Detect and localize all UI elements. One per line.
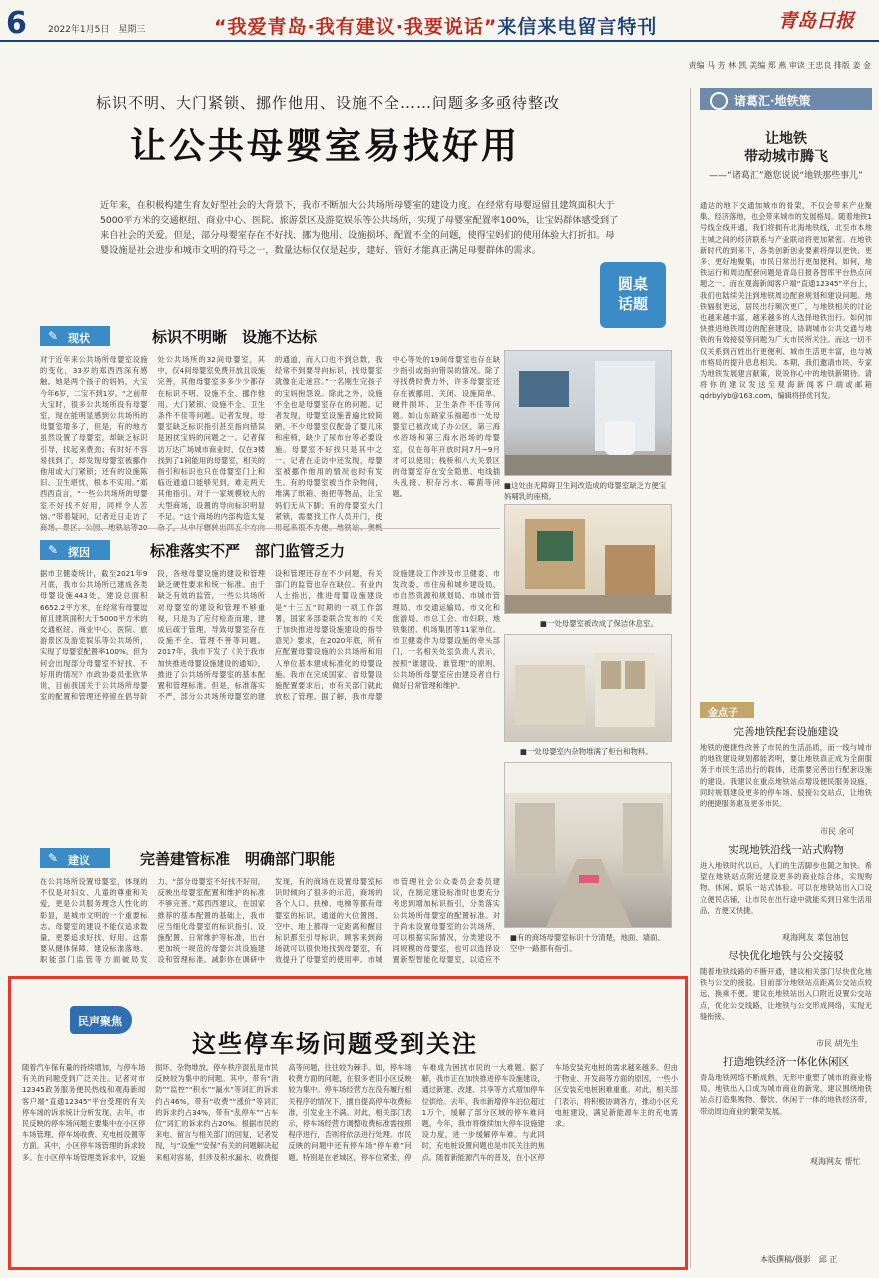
round-table-line-2: 话题 bbox=[617, 295, 648, 313]
section-tag-status: ✎ 现状 bbox=[40, 326, 110, 346]
photo-mall-signage-art bbox=[505, 763, 672, 928]
section-text-suggest: 在公共场所设置母婴室，体现的不仅是对妇女、儿童的尊重和关爱，更是公共服务理念人性化的彰显，是城市文明的一个重要标志。母婴室的建设不能仅追求数量，更要追求好找、好用。这需要从健体保障、建设标准落地、职能部门监管等方面破局发力。“部分母婴室不好找不好用，反映出母婴室配置和维护的标准不够完善。”郑西西建议，在国家推荐的基本配置的基础上，我市应当细化母婴室的标识指引、设施配置、日常维护等标准，出台更加统一规范的母婴公共设施建设和管理标准。减影你在调研中发现，有的商场在设置母婴室标识时倾向了很多的示范，商场的各个人口、扶梯、电梯等都有母婴室的标识，通道的大位置图、空中、地上都得一定距离和醒目标识都至引导标识，顾客来到商场就可以很快地找到母婴室，有效提升了母婴室的使用率。市城市管理社会公众委员会委员建议，在制定建设标准时也要充分考虑到增加标识指引，分类落实公共场所母婴室的配置标准。对于尚未设置母婴室的公共场所，可以根据实际情况，分类建设不同规模的母婴室，也可以选择设置新型智能化母婴室，以适应不 bbox=[40, 877, 500, 965]
caption-mall-signage: ■有的商场母婴室标识十分清楚，地面、墙面、空中一路都有指引。 bbox=[510, 933, 665, 953]
editor-credits: 责编 马 芳 林 凯 美编 郑 燕 审读 王忠良 排版 姜 金 bbox=[688, 61, 871, 70]
page-credit: 本版撰稿/摄影 邱 正 bbox=[760, 1255, 838, 1264]
photo-cleaning-room bbox=[504, 504, 672, 614]
special-issue-slogan: “我爱青岛·我有建议·我要说话” bbox=[214, 16, 498, 38]
bottom-headline: 这些停车场问题受到关注 bbox=[192, 1029, 478, 1058]
sidebar-article-3-head: 尽快优化地铁与公交接驳 bbox=[728, 950, 844, 962]
round-table-line-1: 圆桌 bbox=[617, 275, 648, 293]
sidebar-article-1-text: 地铁的便捷性改善了市民的生活品质，而一线与城市的地铁建设规划都能表明，要让地铁真正成为全面服务于市民生活出行的载体，还需要完善出行配套设施的建设。我建议在重点地铁站点增设便民服务设施，同时规划建设更多的停车场、驳接公交站点，让地铁的便捷服务惠及更多市民。 bbox=[700, 743, 872, 809]
sidebar-article-3-byline: 市民 胡先生 bbox=[816, 1039, 859, 1048]
caption-cleaning-room: ■一处母婴室被改成了保洁休息室。 bbox=[540, 619, 658, 628]
main-headline: 让公共母婴室易找好用 bbox=[130, 125, 521, 167]
sidebar-article-1-head: 完善地铁配套设施建设 bbox=[733, 726, 839, 738]
bottom-article-text: 随着汽车保有量的持续增加，与停车场有关的问题受到广泛关注。记者对市12345政务服务便民热线和观海新闻客户端“直通12345”平台受理的有关停车场的诉求统计分析发现，去年，市民反映的停车场问题主要集中在小区停车场管理、停车场收费、充电桩设置等方面。其中，小区停车场管理的诉求较多。在小区停车场管理类诉求中，设施损坏、杂物堆放、停车秩序混乱是市民反映较为集中的问题。其中，带有“消防”“监控”“积水”“漏水”等词汇的诉求约占46%。带有“收费”“涨价”等词汇的诉求约占34%，带有“乱停车”“占车位”词汇的诉求约占20%。根据市民的来电、留言与相关部门的回复，记者发现，与“设施”“安保”有关的问题解决起来相对容易，但涉及积水漏水、收费提高等问题，往往较为棘手。如，停车场收费方面的问题，在很多老旧小区反映较为集中。停车场经营方在没有履行相关程序的情况下，擅自提高停车收费标准，引发业主不满。对此，相关部门表示，停车场经营方调整收费标准需按照程序进行，否则将依法进行处理。市民反映的问题中还有停车场“停车难”问题。特别是在老城区，停车位紧张，停车难成为困扰市民的一大难题。据了解，我市正在加快推进停车设施建设，通过新建、改建、共享等方式增加停车位供给。去年，我市新增停车泊位超过1万个，缓解了部分区域的停车难问题。今年，我市将继续加大停车设施建设力度，进一步缓解停车难。与此同时，充电桩设置问题也是市民关注的焦点。随着新能源汽车的普及，在小区停车场安装充电桩的需求越来越多。但由于物业、开发商等方面的原因，一些小区安装充电桩困难重重。对此，相关部门表示，将积极协调各方，推动小区充电桩建设，满足新能源车主的充电需求。 bbox=[22, 1063, 678, 1162]
sidebar-article-2-text: 进入地铁时代以后，人们的生活脚步也随之加快。希望在地铁站点附近建设更多的商业综合体，实现购物、休闲、娱乐一站式体验。可以在地铁站出入口设立便民店铺，让市民在出行途中就能买到日常生活用品，方便又快捷。 bbox=[700, 861, 872, 915]
newspaper-logo: 青岛日报 bbox=[778, 10, 855, 32]
public-voice-tag: 民声聚焦 bbox=[70, 1006, 132, 1034]
page-number: 6 bbox=[6, 6, 27, 41]
section-tag-explore: ✎ 探因 bbox=[40, 540, 110, 560]
sidebar-divider bbox=[690, 88, 691, 1268]
round-table-badge bbox=[600, 262, 666, 328]
sidebar-title-line-1: 让地铁 bbox=[765, 131, 807, 147]
sidebar-title bbox=[700, 130, 872, 166]
caption-cluttered-room: ■一处母婴室内杂物堆满了柜台和物料。 bbox=[520, 747, 653, 756]
section-head-explore: 标准落实不严 部门监管乏力 bbox=[150, 542, 346, 560]
sidebar-article-2-head: 实现地铁沿线一站式购物 bbox=[728, 844, 844, 856]
photo-mall-signage bbox=[504, 762, 672, 928]
section-divider bbox=[40, 528, 500, 529]
sidebar bbox=[700, 88, 872, 1218]
section-tag-suggest: ✎ 建议 bbox=[40, 848, 110, 868]
sidebar-article-3-text: 随着地铁线路的不断开通，建议相关部门尽快优化地铁与公交的接驳。目前部分地铁站点距离公交站点较远，换乘不便。建议在地铁站出入口附近设置公交站点，优化公交线路，让地铁与公交形成网络，实现无缝衔接。 bbox=[700, 967, 872, 1021]
photo-accessible-restroom bbox=[504, 350, 672, 476]
sidebar-article-4-text: 青岛地铁网络不断成熟，无形中重塑了城市的商业格局。地铁出入口成为城市商业的新宠，建议围绕地铁站点打造集购物、餐饮、休闲于一体的地铁经济带，带动周边商业的繁荣发展。 bbox=[700, 1073, 872, 1116]
section-head-suggest: 完善建管标准 明确部门职能 bbox=[140, 850, 336, 868]
sidebar-banner: 诸葛汇·地铁策 bbox=[700, 88, 872, 110]
sidebar-article-4-head: 打造地铁经济一体化休闲区 bbox=[723, 1056, 849, 1068]
sidebar-section-tag: 金点子 bbox=[700, 702, 754, 718]
sidebar-intro: 通达的地下交通加城市的骨架，不仅会带来产业聚集、经济落地，也会带来城市的发展格局。随着地铁1号线全线开通，我们将拥有北海地铁线，北至市本地主城之间的经济联系与产业联动将更加紧密。在地铁新时代的到来下，各类创新创业要素将得以更快、更多、更好地聚集，市民日常出行更加便利。如何，地铁运行和周边配套问题是青岛日报各智库平台热点问题之一。而在观海新闻客户端“直通12345”平台上，我们也陆续关注到地铁周边配套规划和建设问题。地铁辐射更远，居民出行频次更广，与地铁相关的讨论也越来越丰富，越来越多的人选择地铁出行。如何加快推进地铁周边的配套建设，协调城市公共交通与地铁的有效接驳等问题为广大市民所关注。而这一切不仅关系到百姓出行更便利、城市生活更丰富，也与城市格局的提升息息相关。本期，我们邀请市民、专家为地铁发展建言献策，说说你心中的地铁新期待。请将你的建议发送至观海新闻客户端或邮箱 qdrbylyb@163.com，编辑将择优刊发。 bbox=[700, 201, 872, 401]
special-issue-suffix: 来信来电留言特刊 bbox=[497, 16, 658, 38]
sidebar-article-2-byline: 观海网友 菜包油包 bbox=[782, 933, 849, 942]
sidebar-subtitle: ——“诸葛汇”邀您说说“地铁那些事儿” bbox=[709, 171, 863, 181]
photo-accessible-restroom-art bbox=[505, 351, 672, 476]
photo-cluttered-room bbox=[504, 634, 672, 742]
masthead bbox=[0, 0, 879, 42]
sidebar-article-1-byline: 市民 余可 bbox=[820, 827, 855, 836]
special-issue-title bbox=[214, 12, 657, 39]
section-text-status: 对于近年来公共场所母婴室设施的变化，33岁的郑西西深有感触。她是两个孩子的妈妈，大宝今年6岁，二宝不到1岁。“之前带大宝时，很多公共场所没有母婴室，现在能明显感到公共场所的母婴室增多了，但是，有的地方虽然设置了母婴室，却缺乏标识引导，找起来费劲；有时好不容易找到了，却发现母婴室被挪作他用或大门紧锁；还有的设施陈旧、卫生堪忧，根本不实用。”郑西西直言，“一些公共场所的母婴室不好找不好用，同样令人苦恼。”带着疑问，记者近日走访了 处公共场所的32间母婴室，其中，仅4间母婴室免费开放且设施完善，其他母婴室多多少少都存在标识不明、设施不全、挪作他用、大门紧锁、设施不全、卫生条件不佳等问题。记者发现，母婴室缺乏标识指引甚至指向错误是困扰宝妈的问题之一。记者探访万达广场城市商业时，仅在3楼找到了1间能用的母婴室，相关的指引和标识也只在母婴室门上和临近通道口能够见到，难走两天其他指引。对于一家规模较大的大型商场，设置的导向标识明显不足。“这个商场的内部构造太复 的通道，而入口也不到总数，我经常不到要导向标识，找母婴室就像在走迷宫。”一名刚生完孩子的宝妈抱怨说。除此之外，设施不全也是母婴室存在的问题。记者发现，母婴室设施普遍比较简陋，不少母婴室仅配备了婴儿床和座椅，缺少了尿布台等必要设施。母婴室不好找只是其中之一。记者在走访中还发现，母婴室被挪作他用的情况也时有发生。有的母婴室被当作杂物间，堆满了纸箱、拖把等物品，让宝妈们无从下脚；有的母婴室大门紧锁，需要找工作人员开门，使 中心等处的19间母婴室也存在缺少指引或指向错误的情况。除了寻找费时费力外，许多母婴室还存在被挪用、关闭、设施简单、硬件损坏、卫生条件不佳等问题。如山东路家乐福超市一处母婴室已被改成了办公区，第三海水浴场和第三海水浴场的母婴室，仅在每年开放时间7月~9月才可以使用；栈桥和八大关景区的母婴室存在安全隐患、电线插头乱接、积存污水、霉菌等问题。 bbox=[40, 355, 500, 521]
section-head-status: 标识不明晰 设施不达标 bbox=[152, 328, 318, 346]
caption-accessible-restroom: ■这处由无障碍卫生间改造成的母婴室缺乏方便宝妈哺乳的座椅。 bbox=[504, 481, 667, 501]
photo-cluttered-room-art bbox=[505, 635, 672, 742]
section-text-explore: 据市卫健委统计，截至2021年9月底，我市公共场所已建成各类母婴设施443处，建设总面积6652.2平方米，在经常有母婴逗留且建筑面积大于5000平方米的交通枢纽、商业中心、医院、旅游景区及游览娱乐等公共场所，实现了母婴室配置率100%。但为何会出现部分母婴室不好找、不好用的情况？市政协委员张欣华说，目前我国关于公共场所母婴室的配置和管理还停留在倡导阶段，各地母婴设施的建设和管理缺乏硬性要求和统一标准。由于缺乏有效的监管，一些公共场所对母婴室的建设和管理不够重视，只是为了应付检查而建，建成后疏于管理，导致母婴室存在设施不全、管理不善等问题。2017年，我市下发了《关于我市加快推进母婴设施建设的通知》，推进了公共场所母婴室的基本配置和管理标准。但是，标准落实不严，部分公共场所母婴室的建设和管理还存在不少问题，有关部门的监管也存在缺位。有业内人士指出，推进母婴设施建设是“十三五”时期的一项工作部署，国家多部委联合发布的《关于加快推进母婴设施建设的指导意见》要求，在2020年底，所有应配置母婴设施的公共场所和用人单位基本建成标准化的母婴设施。我市在完成国家、省母婴设施配置要求后，市有关部门就此放松了管理。据了解，我市母婴设施建设工作涉及市卫健委、市发改委、市住房和城乡建设局、市自然资源和规划局、市城市管理局、市交通运输局、市文化和旅游局、市总工会、市妇联、地铁集团、机场集团等11家单位。市卫健委作为母婴设施的牵头部门，一名相关处室负责人表示，按照“谁建设、谁管理”的原则，公共场所母婴室应由建设者自行做好日常管理和维护。 bbox=[40, 569, 500, 702]
lead-paragraph: 近年来，在积极构建生育友好型社会的大背景下，我市不断加大公共场所母婴室的建设力度。在经常有母婴逗留且建筑面积大于5000平方米的交通枢纽、商业中心、医院、旅游景区及游览娱乐等公共场所，实现了母婴室配置率100%，让宝妈群体感受到了来自社会的关爱。但是，部分母婴室存在不好找、挪为他用、设施损坏、配置不全的问题，使得宝妈们的使用体验大打折扣。母婴设施是社会进步和城市文明的符号之一，数量达标仅仅是起步，建好、管好才能真正满足母婴群体的需求。 bbox=[100, 200, 619, 256]
sidebar-title-line-2: 带动城市腾飞 bbox=[744, 149, 828, 165]
publication-date: 2022年1月5日 星期三 bbox=[48, 25, 146, 35]
sidebar-article-4-byline: 观海网友 帮忙 bbox=[810, 1157, 861, 1166]
headline-kicker: 标识不明、大门紧锁、挪作他用、设施不全……问题多多亟待整改 bbox=[96, 94, 561, 112]
photo-cleaning-room-art bbox=[505, 505, 672, 614]
